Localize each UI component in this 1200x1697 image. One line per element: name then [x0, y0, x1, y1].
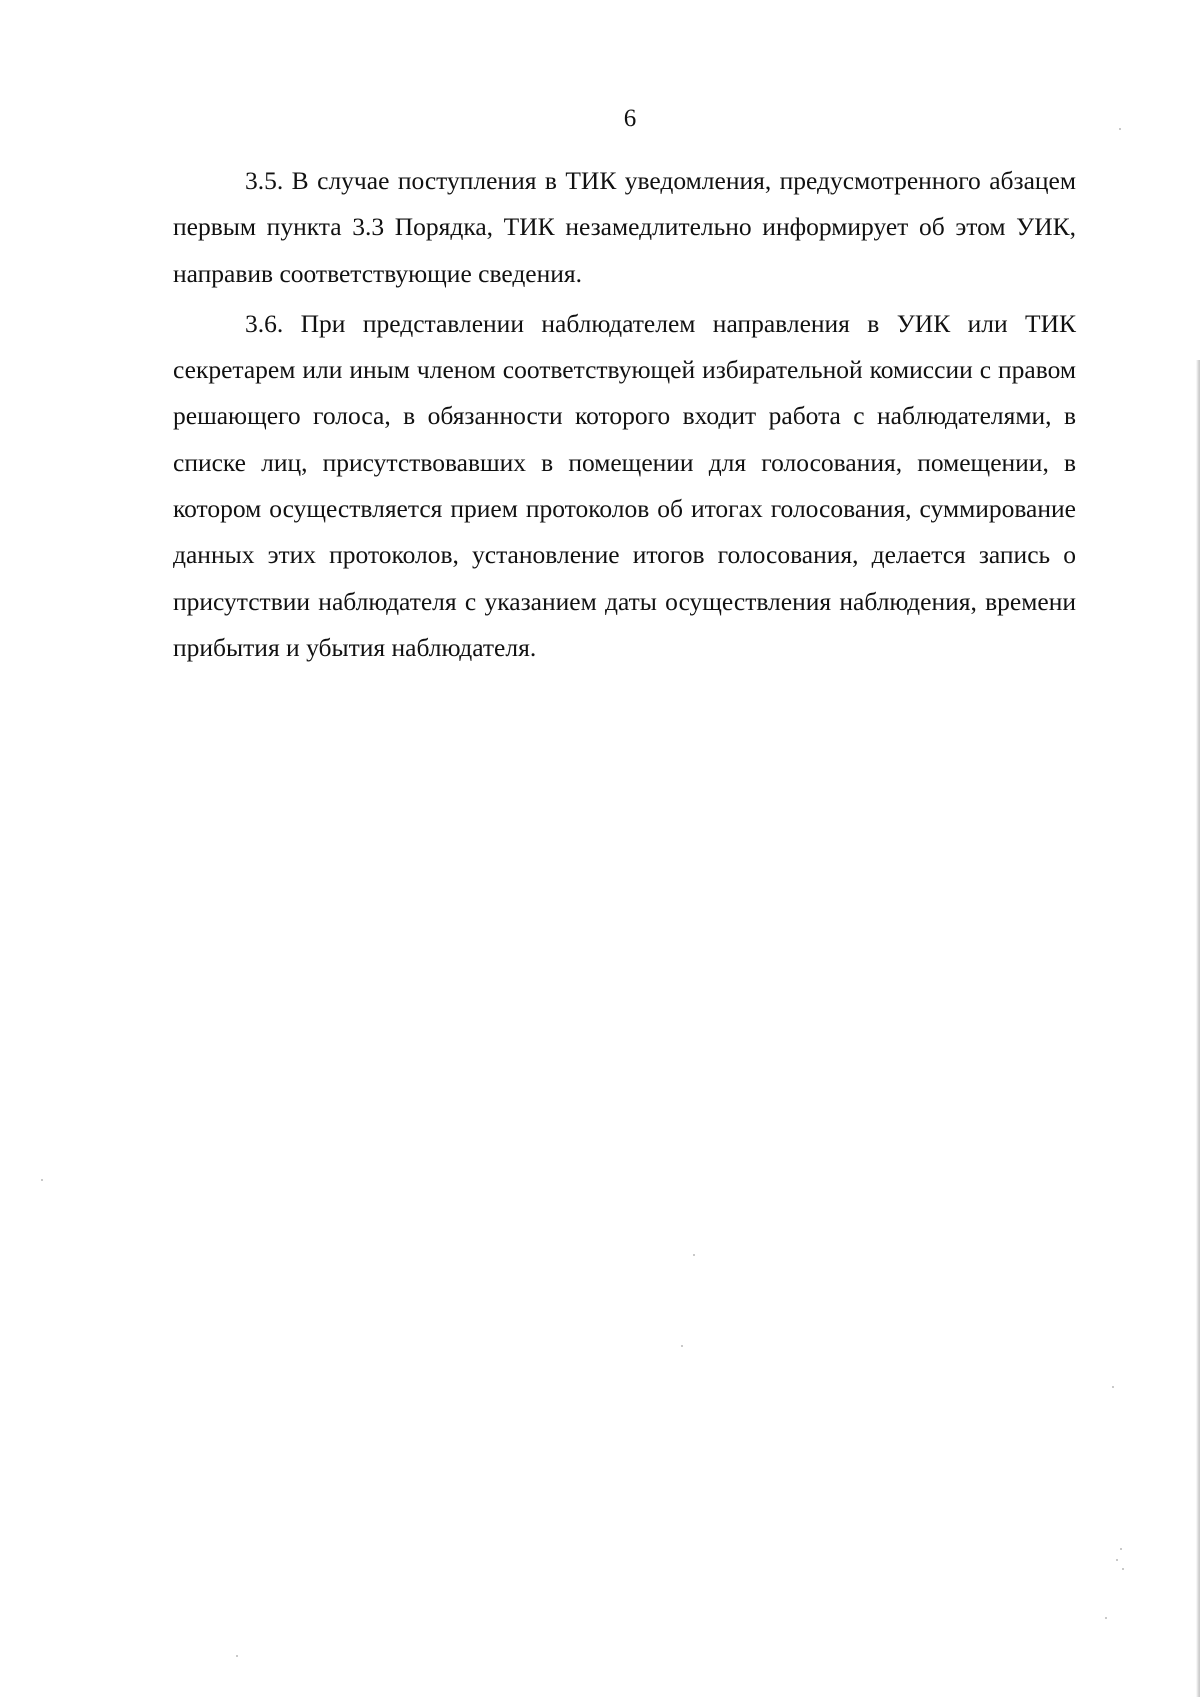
page-number: 6: [623, 105, 637, 132]
scan-speck: [1105, 1617, 1107, 1619]
document-body: [173, 158, 1076, 675]
scan-speck: [1122, 1568, 1124, 1570]
scan-speck: [693, 1254, 695, 1256]
paragraph-3-5: 3.5. В случае поступления в ТИК уведомления, предусмотренного абзацем первым пункта 3.3 Порядка, ТИК незамедлительно информирует об этом УИК, направив соответствующие сведения.: [173, 166, 1076, 288]
scan-speck: [681, 1345, 683, 1347]
scan-speck: [1116, 1559, 1118, 1561]
scan-speck: [1119, 128, 1121, 130]
paragraph-3-6: 3.6. При представлении наблюдателем направления в УИК или ТИК секретарем или иным членом соответствующей избирательной комиссии с правом решающего голоса, в обязанности которого входит работа с наблюдателями, в списке лиц, присутствовавших в помещении для голосования, помещении, в котором осуществляется прием протоколов об итогах голосования, суммирование данных этих протоколов, установление итогов голосования, делается запись о присутствии наблюдателя с указанием даты осуществления наблюдения, времени прибытия и убытия наблюдателя.: [173, 308, 1076, 662]
scan-edge-shadow: [1196, 360, 1200, 1697]
scan-speck: [1120, 1548, 1122, 1550]
scan-speck: [236, 1655, 238, 1657]
scan-speck: [1112, 1386, 1114, 1388]
scan-speck: [41, 1179, 43, 1181]
